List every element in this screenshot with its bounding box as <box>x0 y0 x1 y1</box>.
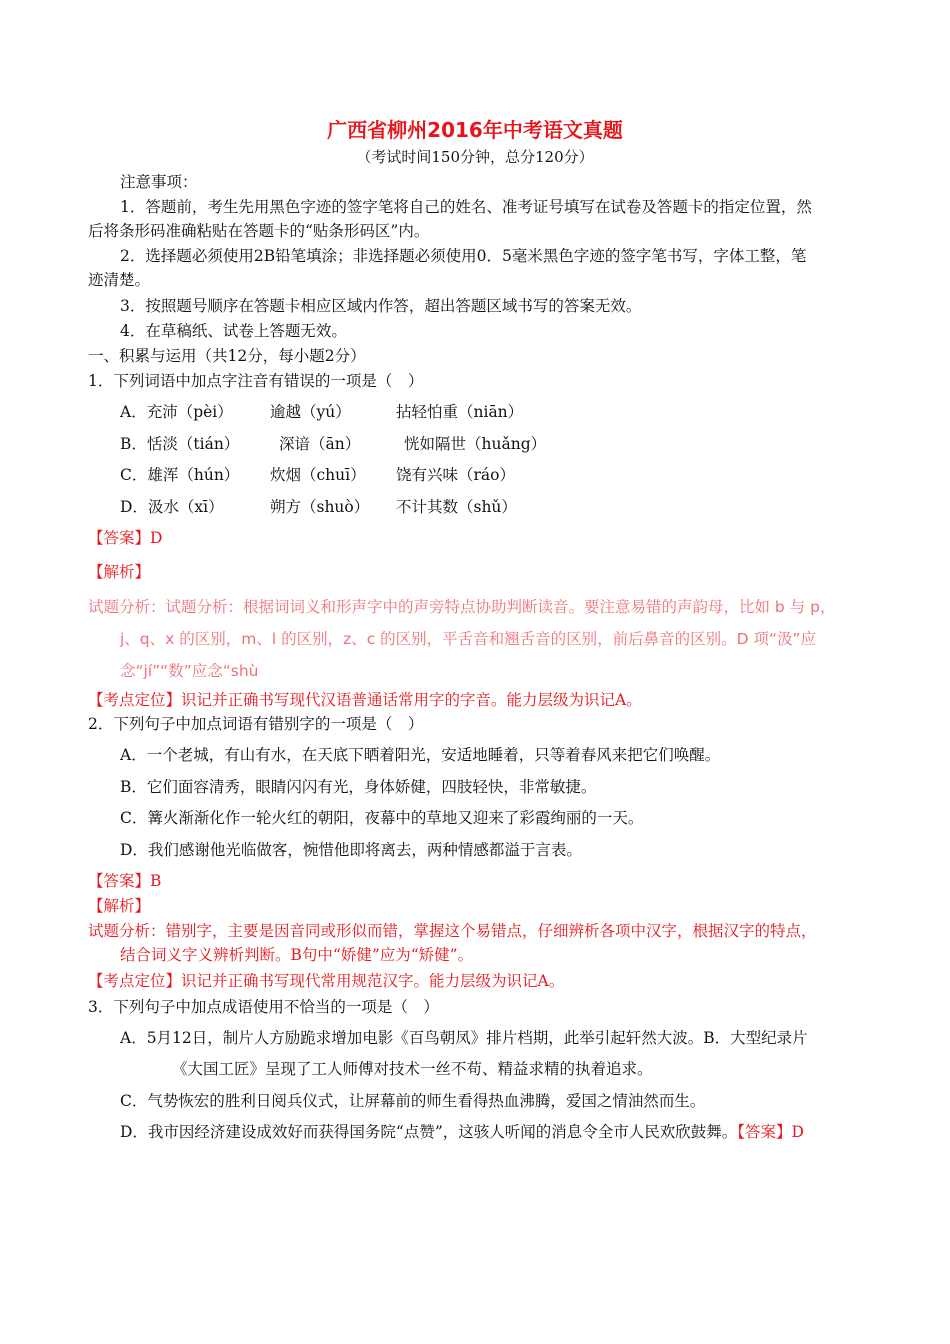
note-line: 3．按照题号顺序在答题卡相应区域内作答，超出答题区域书写的答案无效。 <box>120 297 642 315</box>
q3-line: A．5月12日，制片人方励跪求增加电影《百鸟朝凤》排片档期，此举引起轩然大波。B．大型纪录片 <box>120 1029 808 1047</box>
q2-analysis-line: 结合词义字义辨析判断。B句中“娇健”应为“矫健”。 <box>120 946 474 964</box>
q1-answer: 【答案】D <box>88 529 163 547</box>
note-line: 4．在草稿纸、试卷上答题无效。 <box>120 322 347 340</box>
q1-option-c-1: C．雄浑（hún） <box>120 466 240 484</box>
q2-analysis-label: 【解析】 <box>88 897 151 915</box>
q1-option-d-2: 朔方（shuò） <box>270 498 370 516</box>
q2-option-d: D．我们感谢他光临做客，惋惜他即将离去，两种情感都溢于言表。 <box>120 841 582 859</box>
note-line: 1．答题前，考生先用黑色字迹的签字笔将自己的姓名、准考证号填写在试卷及答题卡的指定位置，然 <box>120 198 812 216</box>
q1-option-c-2: 炊烟（chuī） <box>270 466 366 484</box>
q1-option-b-2: 深谙（ān） <box>279 435 361 453</box>
q1-option-a-2: 逾越（yú） <box>270 403 351 421</box>
exam-info: （考试时间150分钟，总分120分） <box>356 148 594 166</box>
q1-option-c-3: 饶有兴味（ráo） <box>396 466 515 484</box>
q2-option-a: A．一个老城，有山有水，在天底下晒着阳光，安适地睡着，只等着春风来把它们唤醒。 <box>120 746 721 764</box>
q1-analysis-label: 【解析】 <box>88 563 151 581</box>
q1-analysis-line: 念“jí”“数”应念“shù <box>120 662 259 680</box>
q1-option-b-3: 恍如隔世（huǎng） <box>404 435 547 453</box>
note-line: 迹清楚。 <box>88 271 151 289</box>
q3-option-d: D．我市因经济建设成效好而获得国务院“点赞”，这骇人听闻的消息令全市人民欢欣鼓舞。 <box>120 1123 738 1141</box>
q1-option-b-1: B．恬淡（tián） <box>120 435 240 453</box>
question-1-stem: 1．下列词语中加点字注音有错误的一项是（ ） <box>88 372 424 390</box>
point-label: 【考点定位】 <box>88 972 182 990</box>
q1-option-a-3: 拈轻怕重（niān） <box>396 403 524 421</box>
q1-option-d-3: 不计其数（shǔ） <box>396 498 517 516</box>
point-text: 识记并正确书写现代汉语普通话常用字的字音。能力层级为识记A。 <box>181 691 642 709</box>
notes-heading: 注意事项： <box>120 173 198 191</box>
note-line: 2．选择题必须使用2B铅笔填涂；非选择题必须使用0．5毫米黑色字迹的签字笔书写，字体工整，笔 <box>120 247 807 265</box>
q1-point <box>88 689 642 711</box>
q2-option-c: C．篝火渐渐化作一轮火红的朝阳，夜幕中的草地又迎来了彩霞绚丽的一天。 <box>120 809 644 827</box>
note-line: 后将条形码准确粘贴在答题卡的“贴条形码区”内。 <box>88 222 430 240</box>
q2-analysis-line: 试题分析：错别字，主要是因音同或形似而错，掌握这个易错点，仔细辨析各项中汉字，根据汉字的特点， <box>88 922 817 940</box>
q3-line: C．气势恢宏的胜利日阅兵仪式，让屏幕前的师生看得热血沸腾，爱国之情油然而生。 <box>120 1092 706 1110</box>
q1-analysis-line: 试题分析：试题分析：根据词词义和形声字中的声旁特点协助判断读音。要注意易错的声韵母，比如 b 与 p， <box>88 598 836 616</box>
q2-option-b: B．它们面容清秀，眼睛闪闪有光，身体娇健，四肢轻快，非常敏捷。 <box>120 778 597 796</box>
q1-analysis-line: j、q、x 的区别，m、l 的区别，z、c 的区别，平舌音和翘舌音的区别，前后鼻音的区别。D 项“汲”应 <box>120 630 817 648</box>
q2-point <box>88 970 564 992</box>
question-3-stem: 3．下列句子中加点成语使用不恰当的一项是（ ） <box>88 998 439 1016</box>
section-heading: 一、积累与运用（共12分，每小题2分） <box>88 347 366 365</box>
question-2-stem: 2．下列句子中加点词语有错别字的一项是（ ） <box>88 715 424 733</box>
q1-option-d-1: D．汲水（xī） <box>120 498 224 516</box>
q3-line-with-answer <box>120 1121 804 1143</box>
point-label: 【考点定位】 <box>88 691 182 709</box>
q3-answer: 【答案】D <box>737 1123 804 1141</box>
q3-line: 《大国工匠》呈现了工人师傅对技术一丝不苟、精益求精的执着追求。 <box>172 1060 653 1078</box>
q2-answer: 【答案】B <box>88 872 162 890</box>
q1-option-a-1: A．充沛（pèi） <box>120 403 233 421</box>
point-text: 识记并正确书写现代常用规范汉字。能力层级为识记A。 <box>181 972 565 990</box>
page-title: 广西省柳州2016年中考语文真题 <box>327 118 623 142</box>
